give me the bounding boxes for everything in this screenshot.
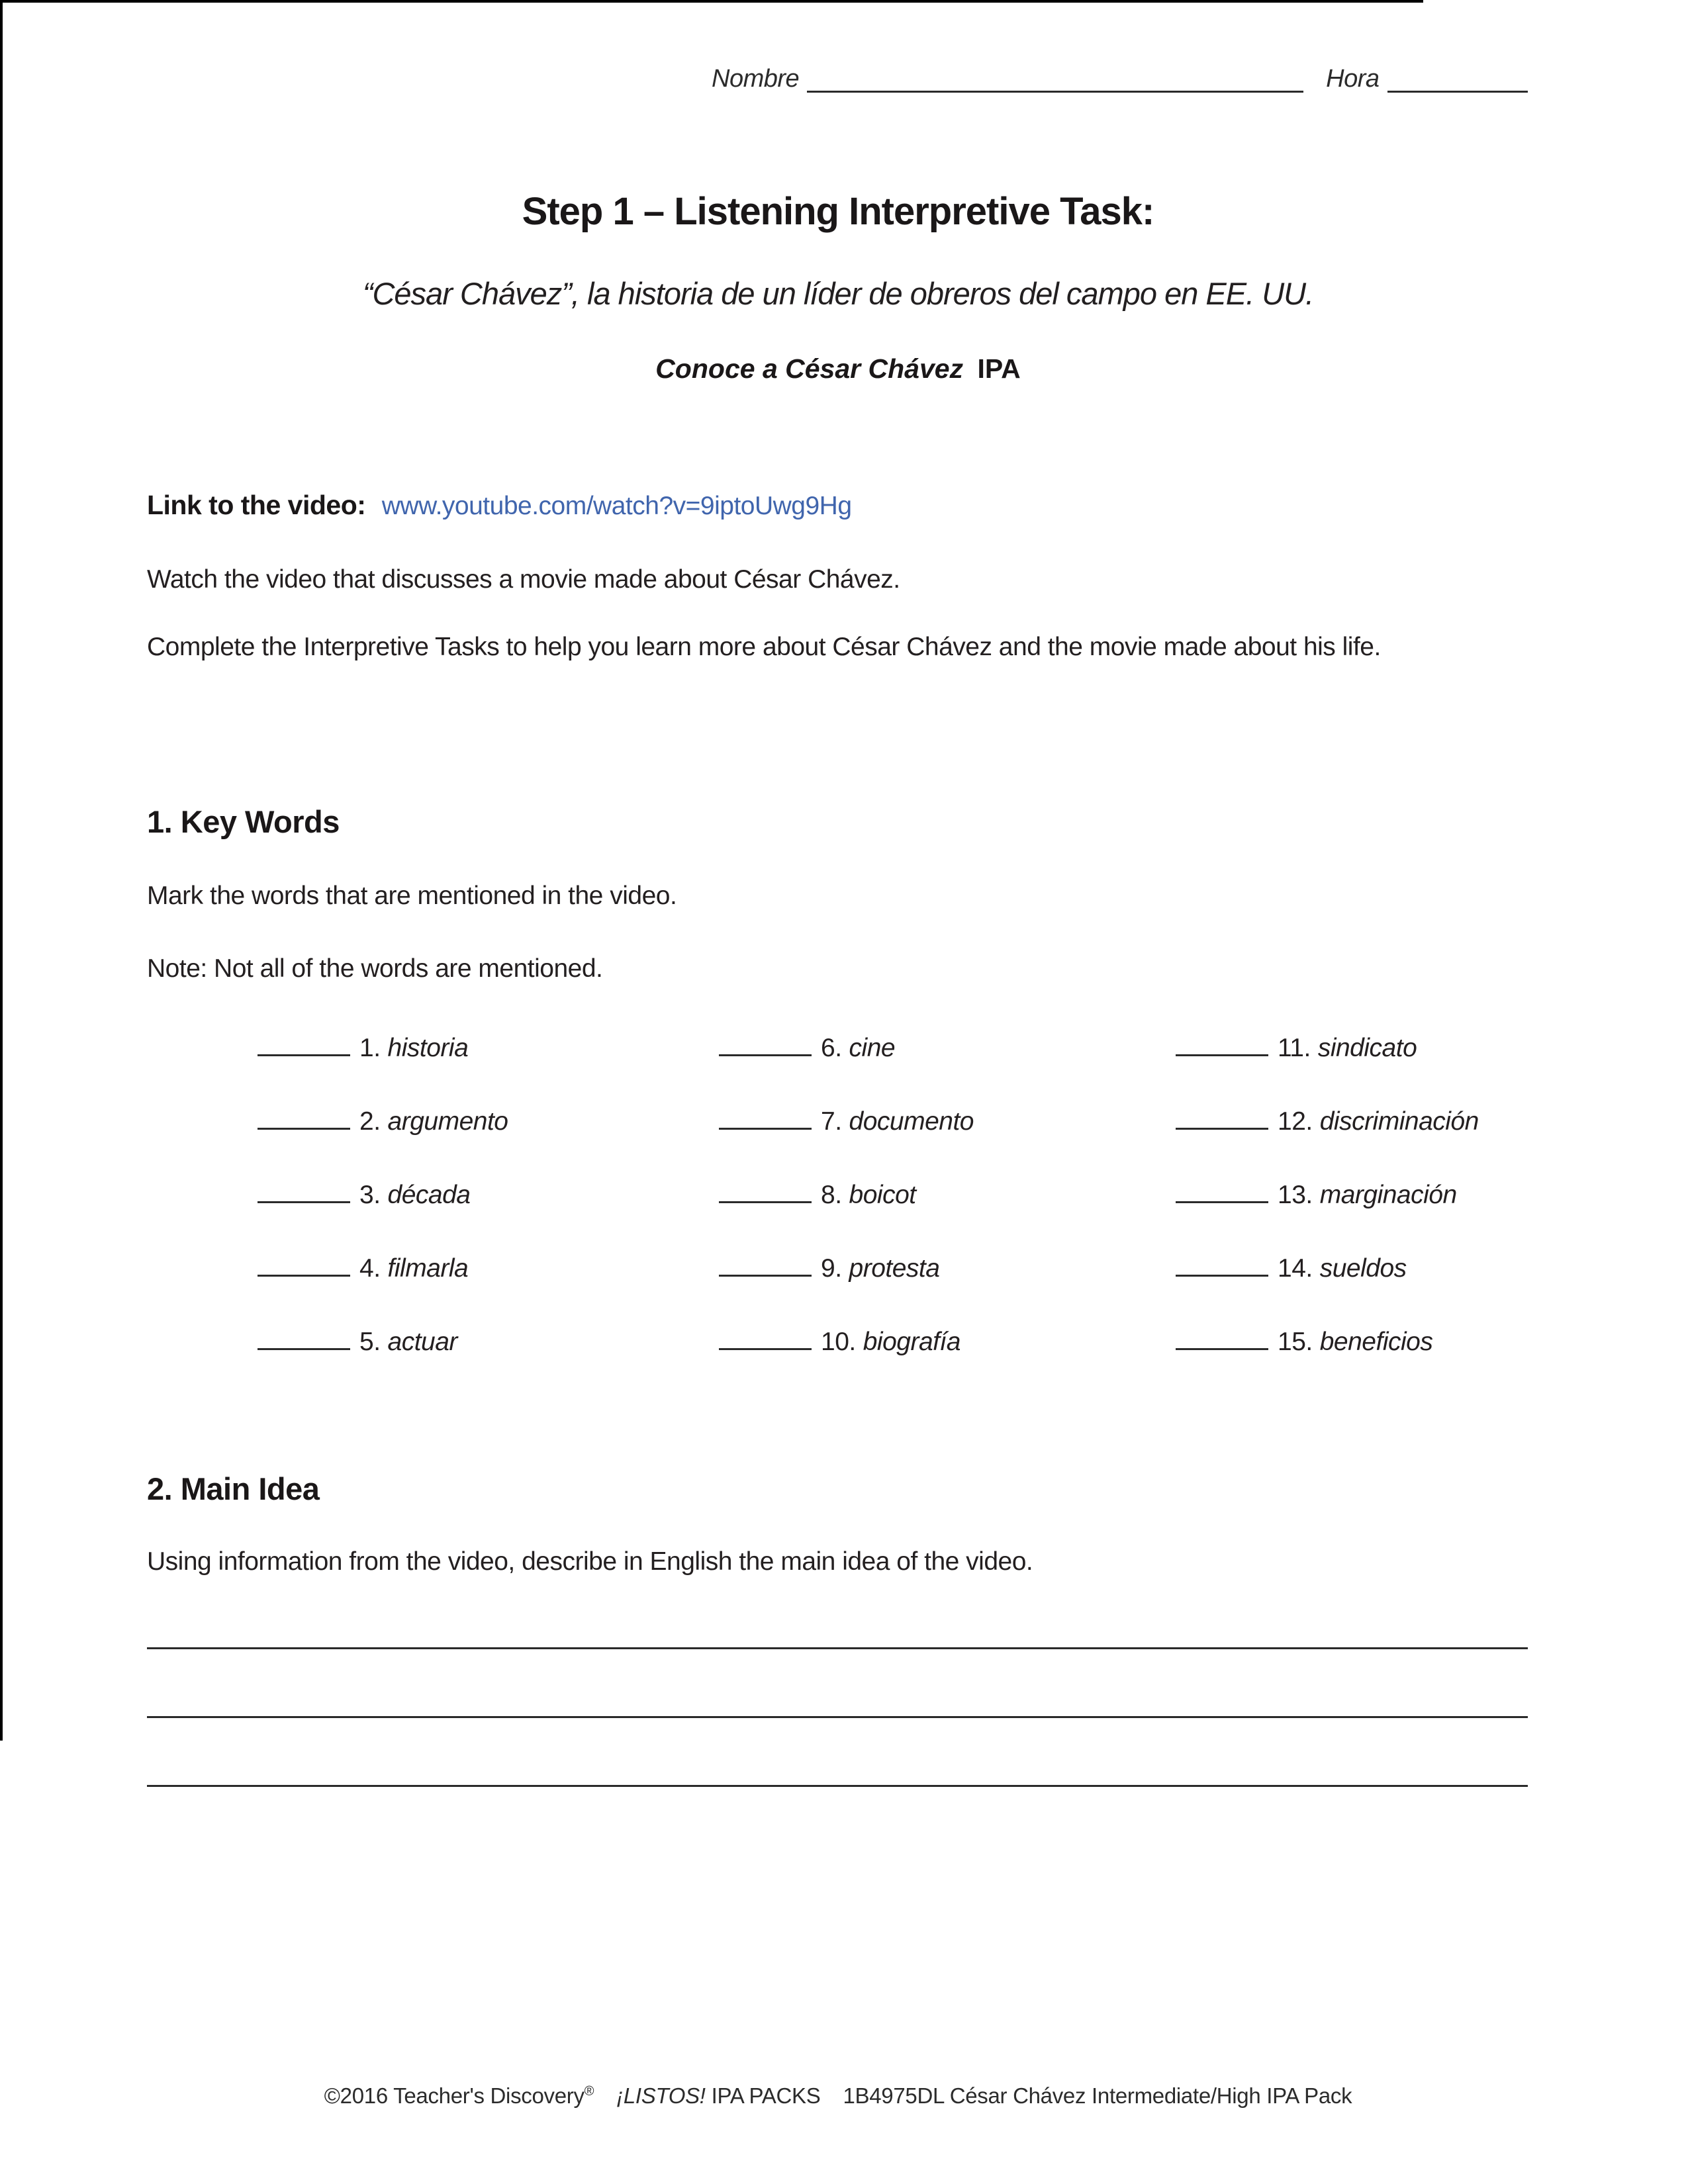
key-word-text: sindicato: [1317, 1034, 1417, 1062]
key-word-item: [719, 1107, 974, 1181]
key-word-item: [1176, 1181, 1479, 1254]
key-word-number: 3.: [359, 1181, 381, 1209]
page-footer: [147, 2083, 1529, 2109]
answer-blank: [719, 1201, 812, 1203]
key-word-number: 6.: [821, 1034, 842, 1062]
answer-writing-line: [147, 1785, 1528, 1787]
answer-blank: [258, 1054, 350, 1056]
page-title: Step 1 – Listening Interpretive Task:: [522, 190, 1154, 233]
key-word-text: protesta: [849, 1254, 940, 1283]
answer-writing-line: [147, 1647, 1528, 1649]
key-word-number: 8.: [821, 1181, 842, 1209]
key-word-text: sueldos: [1319, 1254, 1407, 1283]
video-link-row: [147, 488, 852, 523]
ipa-title-suffix: IPA: [977, 353, 1021, 384]
key-word-text: boicot: [849, 1181, 916, 1209]
key-word-item: [1176, 1107, 1479, 1181]
key-word-text: marginación: [1319, 1181, 1457, 1209]
scan-border-left: [0, 0, 3, 1741]
scan-border-top: [0, 0, 1423, 3]
key-word-text: década: [387, 1181, 471, 1209]
ipa-title-italic: Conoce a César Chávez: [655, 353, 964, 384]
answer-blank: [258, 1275, 350, 1277]
key-words-heading: 1. Key Words: [147, 804, 340, 839]
ipa-title: [147, 353, 1529, 385]
key-word-text: filmarla: [387, 1254, 469, 1283]
key-word-number: 11.: [1278, 1034, 1311, 1062]
registered-trademark-symbol: ®: [584, 2084, 594, 2099]
key-word-number: 15.: [1278, 1328, 1313, 1356]
name-label: Nombre: [712, 65, 800, 93]
key-word-item: [258, 1181, 508, 1254]
key-word-text: documento: [849, 1107, 974, 1136]
key-words-instruction: Mark the words that are mentioned in the video.: [147, 882, 677, 910]
key-word-text: historia: [387, 1034, 469, 1062]
key-words-column-3: [1176, 1034, 1479, 1401]
key-word-number: 9.: [821, 1254, 842, 1283]
key-word-item: [719, 1328, 974, 1401]
answer-writing-line: [147, 1716, 1528, 1718]
hour-label: Hora: [1326, 65, 1380, 93]
footer-product-code: 1B4975DL César Chávez Intermediate/High IPA Pack: [843, 2083, 1352, 2108]
key-word-number: 13.: [1278, 1181, 1313, 1209]
footer-brand-suffix: IPA PACKS: [711, 2083, 821, 2108]
key-word-item: [719, 1034, 974, 1107]
key-word-number: 10.: [821, 1328, 856, 1356]
answer-blank: [258, 1128, 350, 1130]
key-word-item: [258, 1034, 508, 1107]
answer-blank: [258, 1201, 350, 1203]
key-word-number: 1.: [359, 1034, 381, 1062]
key-word-number: 12.: [1278, 1107, 1313, 1136]
key-words-note: Note: Not all of the words are mentioned.: [147, 954, 603, 983]
key-word-number: 7.: [821, 1107, 842, 1136]
answer-blank: [719, 1348, 812, 1350]
key-word-item: [1176, 1254, 1479, 1328]
answer-blank: [719, 1275, 812, 1277]
video-url-link[interactable]: www.youtube.com/watch?v=9iptoUwg9Hg: [381, 492, 852, 520]
answer-blank: [719, 1054, 812, 1056]
video-link-label: Link to the video:: [147, 490, 366, 520]
key-word-item: [258, 1254, 508, 1328]
key-word-text: actuar: [387, 1328, 457, 1356]
key-word-text: beneficios: [1319, 1328, 1433, 1356]
key-word-text: argumento: [387, 1107, 508, 1136]
key-word-number: 2.: [359, 1107, 381, 1136]
main-idea-heading: 2. Main Idea: [147, 1471, 320, 1506]
key-word-item: [719, 1254, 974, 1328]
answer-blank: [1176, 1348, 1268, 1350]
answer-blank: [258, 1348, 350, 1350]
page-subtitle: “César Chávez”, la historia de un líder de obreros del campo en EE. UU.: [362, 276, 1314, 311]
key-word-text: biografía: [863, 1328, 961, 1356]
key-word-item: [719, 1181, 974, 1254]
key-word-item: [258, 1107, 508, 1181]
answer-blank: [1176, 1128, 1268, 1130]
footer-brand: ¡LISTOS!: [616, 2083, 706, 2108]
key-word-item: [1176, 1328, 1479, 1401]
name-blank-line: [807, 91, 1303, 93]
name-hour-header: [712, 64, 1528, 95]
key-words-column-2: [719, 1034, 974, 1401]
answer-blank: [1176, 1054, 1268, 1056]
answer-blank: [1176, 1201, 1268, 1203]
answer-blank: [719, 1128, 812, 1130]
key-word-text: cine: [849, 1034, 896, 1062]
key-word-text: discriminación: [1319, 1107, 1479, 1136]
hour-blank-line: [1387, 91, 1528, 93]
footer-copyright: ©2016 Teacher's Discovery: [324, 2083, 585, 2108]
key-word-number: 4.: [359, 1254, 381, 1283]
key-word-item: [1176, 1034, 1479, 1107]
answer-blank: [1176, 1275, 1268, 1277]
watch-instruction: Watch the video that discusses a movie made about César Chávez.: [147, 565, 900, 594]
key-word-number: 5.: [359, 1328, 381, 1356]
key-words-column-1: [258, 1034, 508, 1401]
main-idea-instruction: Using information from the video, describe in English the main idea of the video.: [147, 1547, 1033, 1576]
key-word-item: [258, 1328, 508, 1401]
key-word-number: 14.: [1278, 1254, 1313, 1283]
complete-instruction: Complete the Interpretive Tasks to help you learn more about César Chávez and the movie made about his life.: [147, 633, 1381, 661]
